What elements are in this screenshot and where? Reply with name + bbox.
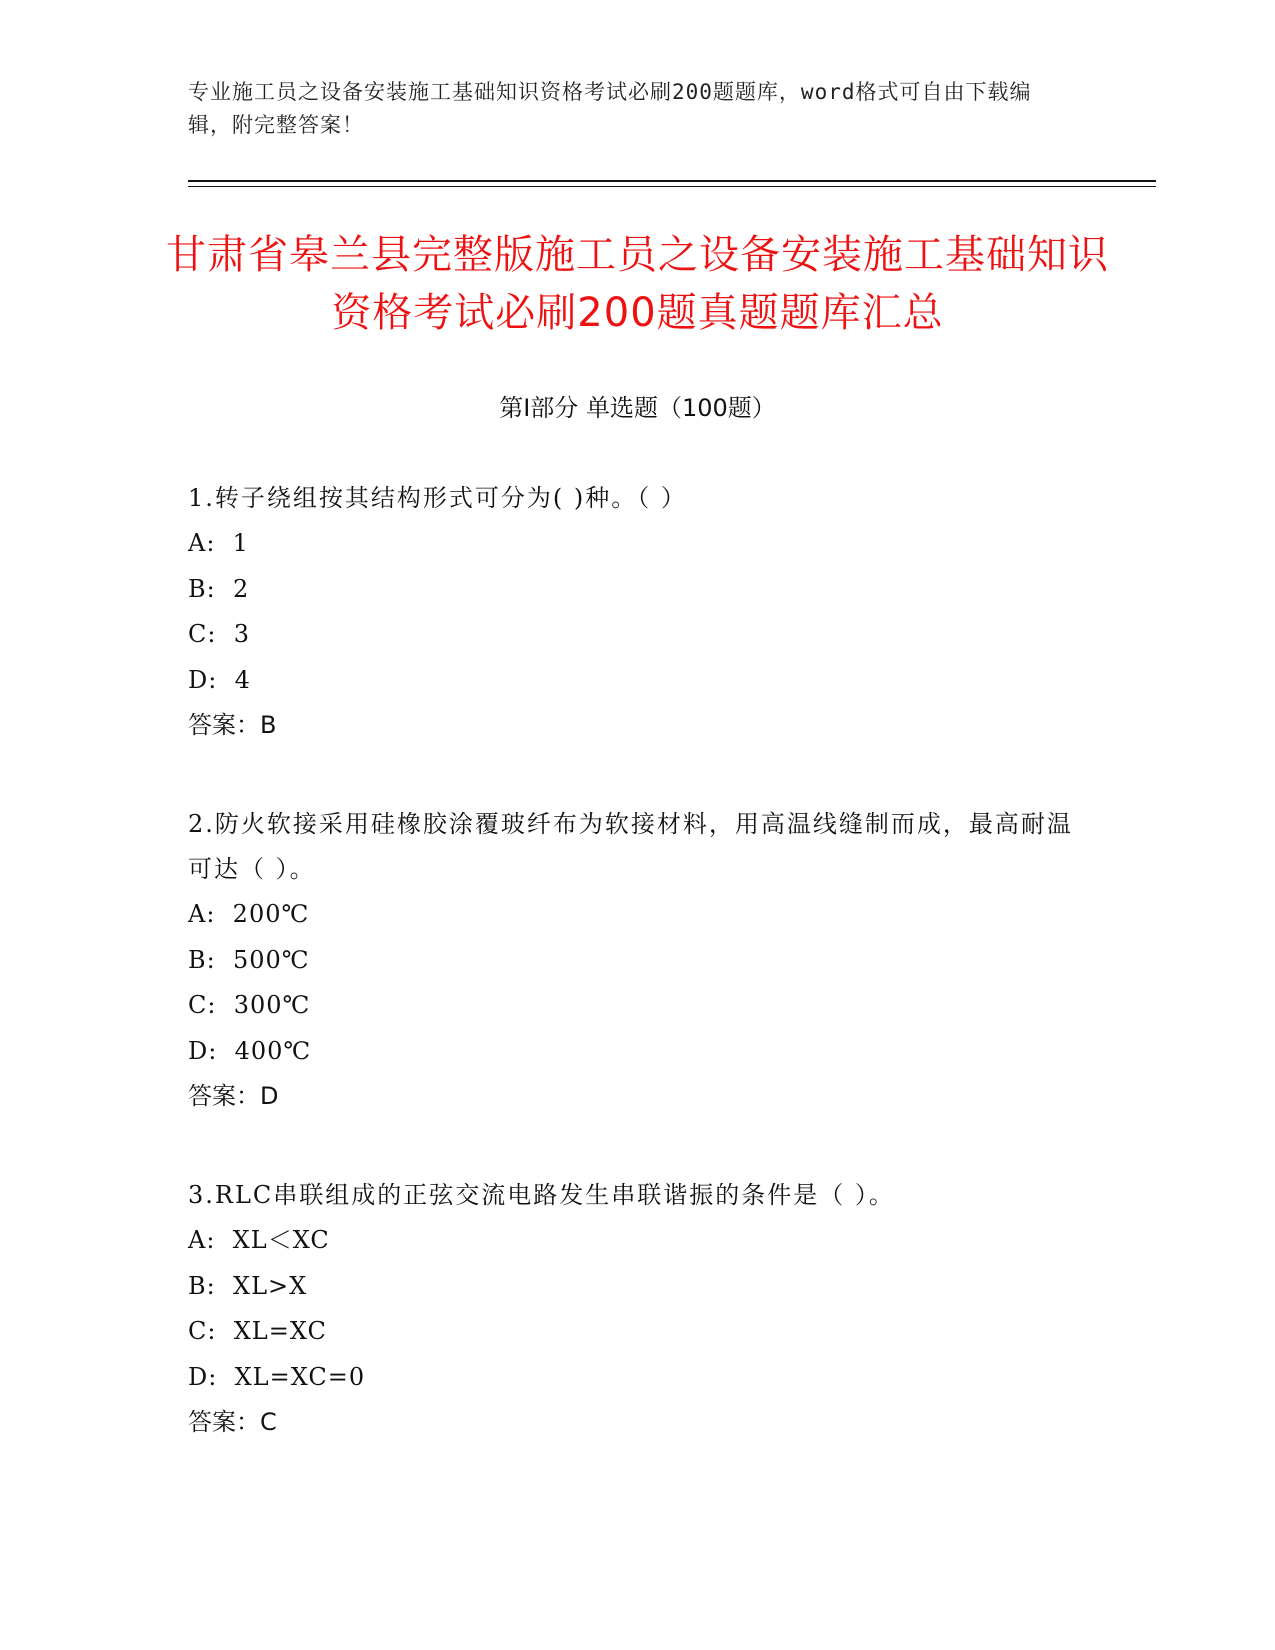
- option-d: D: XL=XC=0: [188, 1362, 366, 1391]
- header-rule-thick: [188, 180, 1156, 182]
- answer: 答案：B: [188, 711, 277, 739]
- option-d: D: 4: [188, 665, 251, 694]
- question-stem: 3.RLC串联组成的正弦交流电路发生串联谐振的条件是（ ）。: [188, 1181, 895, 1209]
- header-rule-thin: [188, 186, 1156, 187]
- answer: 答案：D: [188, 1082, 279, 1110]
- question-1: [188, 476, 1088, 748]
- option-a: A: 200℃: [188, 900, 310, 928]
- option-b: B: 2: [188, 574, 250, 603]
- question-2: [188, 802, 1088, 1119]
- question-stem: 2.防火软接采用硅橡胶涂覆玻纤布为软接材料，用高温线缝制而成，最高耐温可达（ ）。: [188, 810, 1073, 883]
- option-a: A: 1: [188, 529, 249, 557]
- document-title: 甘肃省皋兰县完整版施工员之设备安装施工基础知识资格考试必刷200题真题题库汇总: [166, 232, 1109, 336]
- option-d: D: 400℃: [188, 1036, 312, 1065]
- question-stem: 1.转子绕组按其结构形式可分为( )种。（ ）: [188, 484, 687, 512]
- option-a: A: XL＜XC: [188, 1226, 330, 1254]
- option-c: C: 3: [188, 620, 250, 648]
- question-list: [188, 476, 1088, 1499]
- question-3: [188, 1173, 1088, 1445]
- option-c: C: XL=XC: [188, 1317, 327, 1345]
- option-b: B: 500℃: [188, 945, 310, 974]
- header-note: 专业施工员之设备安装施工基础知识资格考试必刷200题题库，word格式可自由下载编辑，附完整答案！: [188, 80, 1032, 137]
- answer: 答案：C: [188, 1408, 277, 1436]
- option-b: B: XL>X: [188, 1271, 308, 1300]
- section-title: 第Ⅰ部分 单选题（100题）: [499, 394, 776, 422]
- option-c: C: 300℃: [188, 991, 311, 1019]
